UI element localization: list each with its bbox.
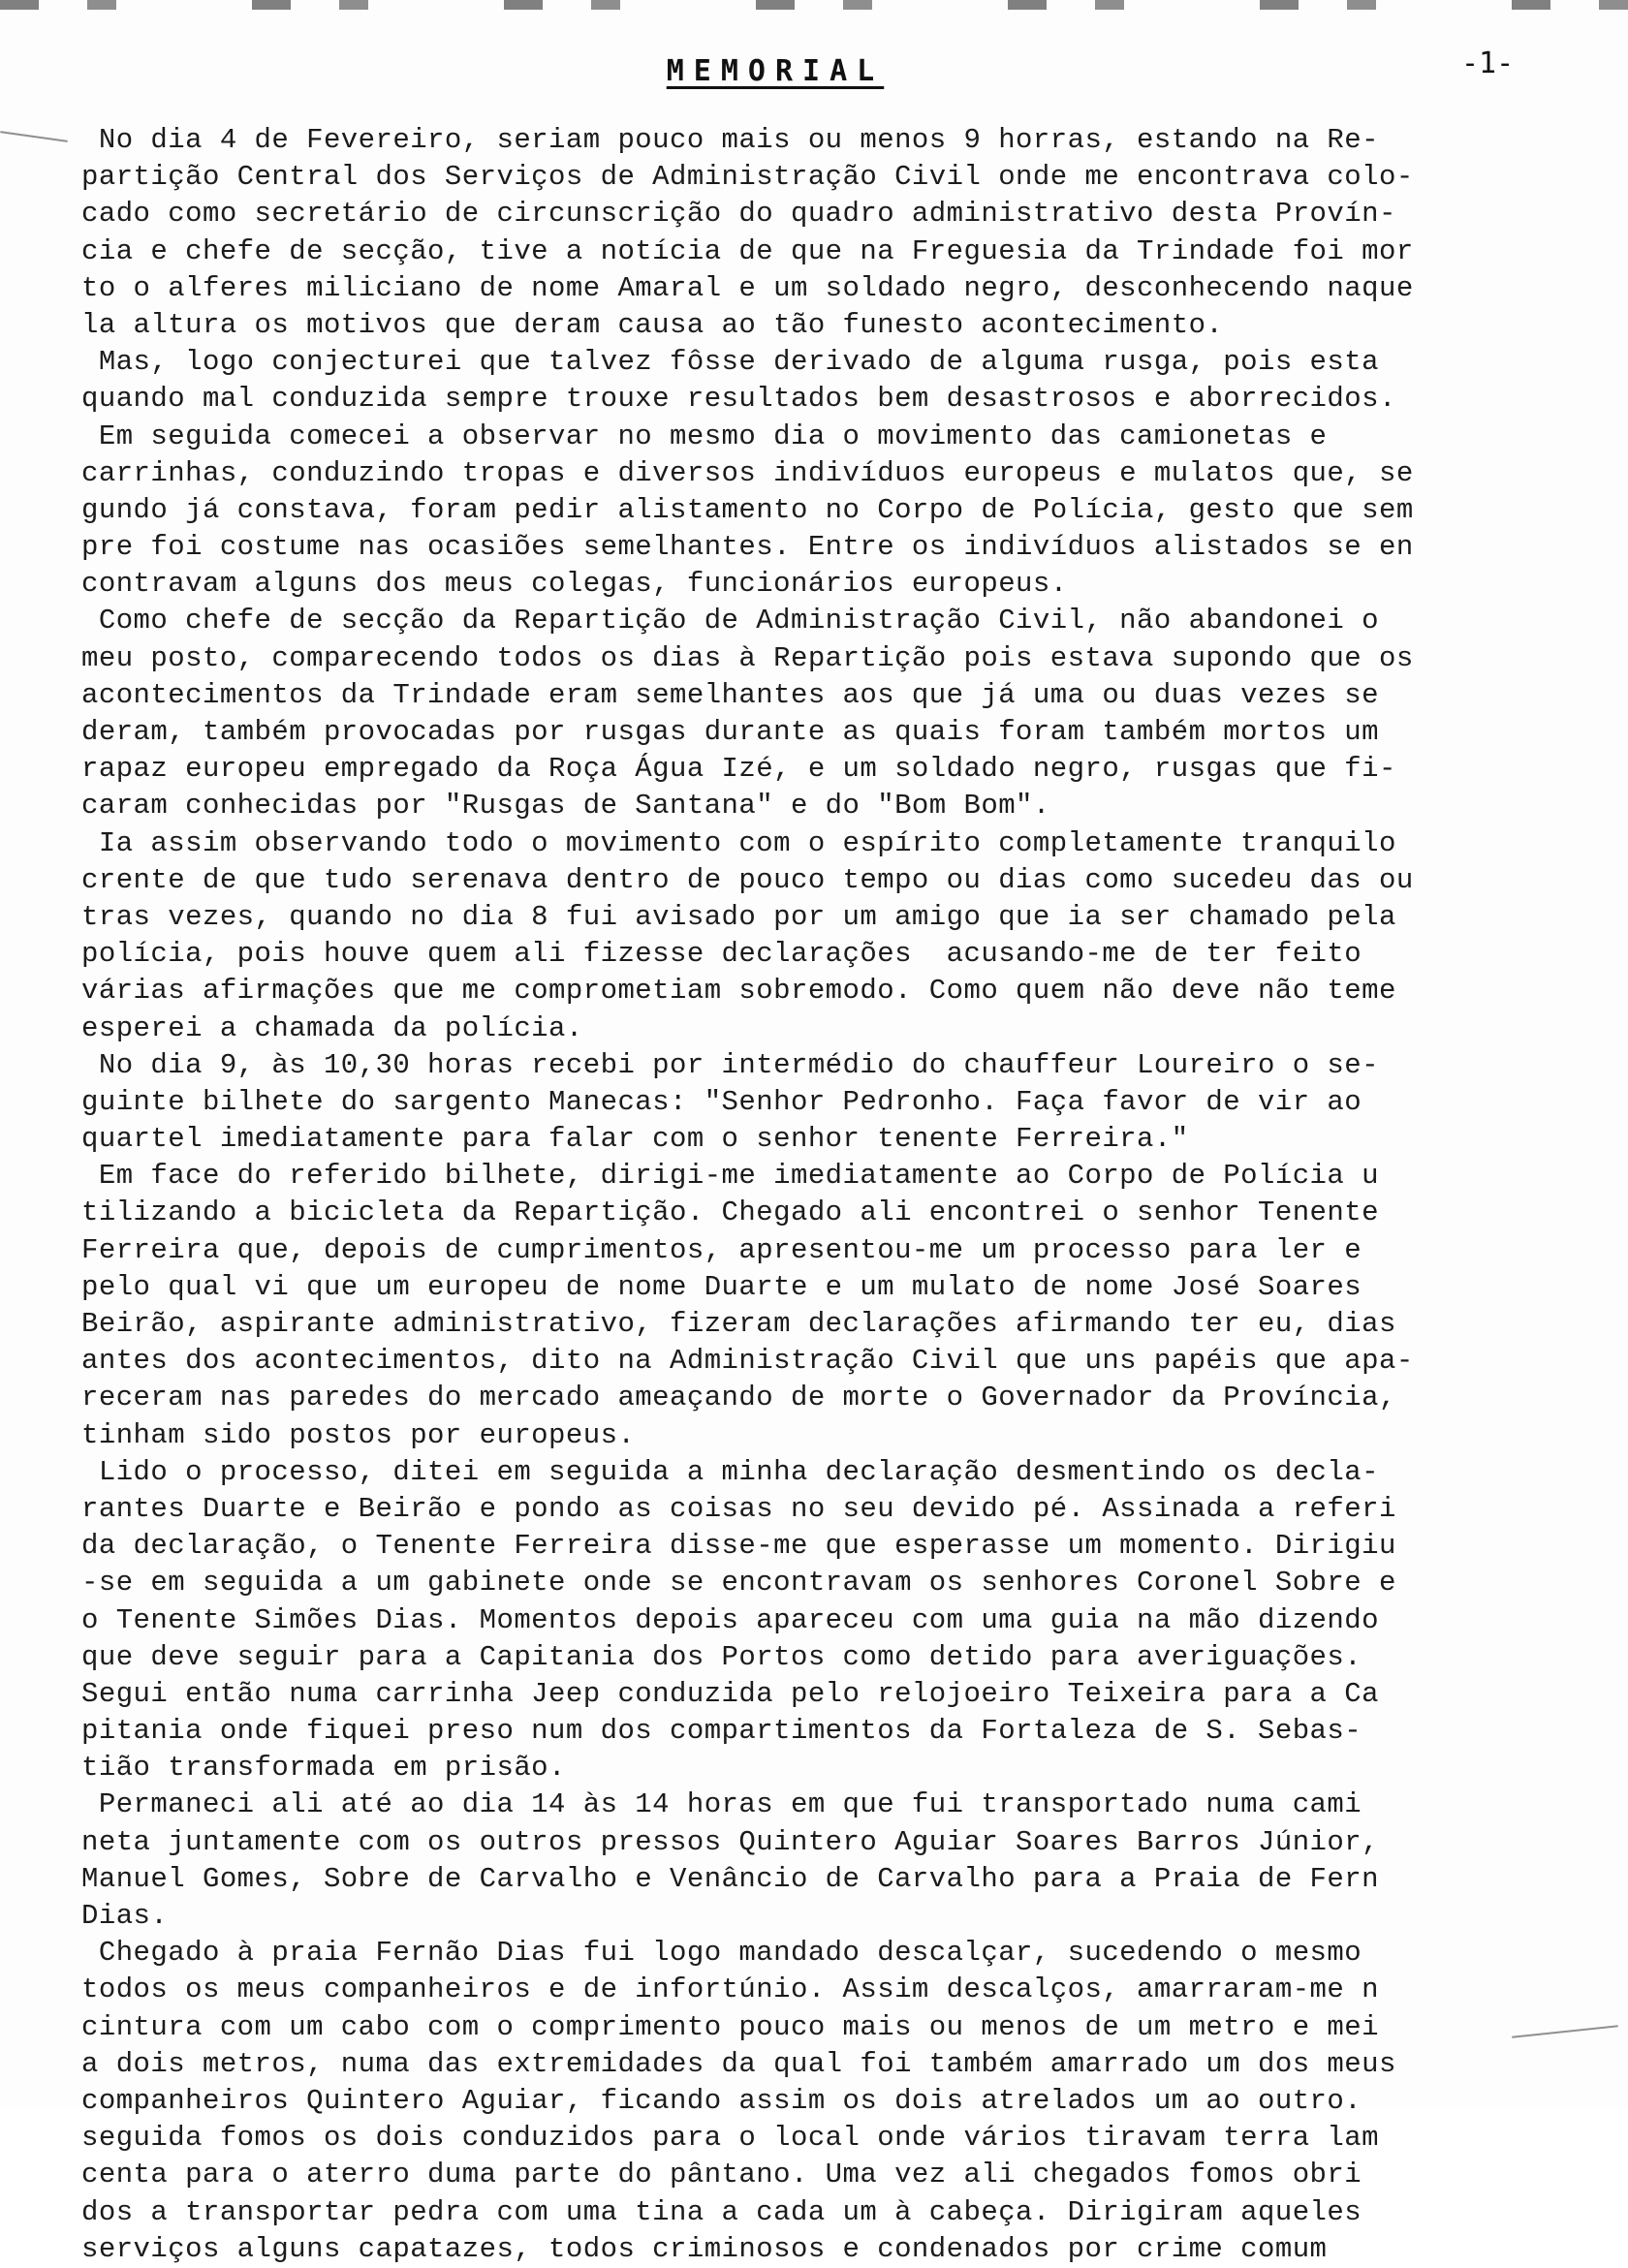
text-line: companheiros Quintero Aguiar, ficando assim os dois atrelados um ao outro. bbox=[81, 2084, 1362, 2117]
text-line: la altura os motivos que deram causa ao tão funesto acontecimento. bbox=[81, 308, 1224, 341]
text-line: Manuel Gomes, Sobre de Carvalho e Venâncio de Carvalho para a Praia de Fern bbox=[81, 1862, 1379, 1895]
text-line: pelo qual vi que um europeu de nome Duarte e um mulato de nome José Soares bbox=[81, 1270, 1362, 1303]
text-line: Permaneci ali até ao dia 14 às 14 horas em que fui transportado numa cami bbox=[81, 1788, 1362, 1821]
text-line: No dia 4 de Fevereiro, seriam pouco mais ou menos 9 horras, estando na Re- bbox=[81, 124, 1379, 156]
text-line: Em seguida comecei a observar no mesmo dia o movimento das camionetas e bbox=[81, 419, 1328, 452]
text-line: serviços alguns capatazes, todos criminosos e condenados por crime comum bbox=[81, 2232, 1328, 2265]
text-line: -se em seguida a um gabinete onde se encontravam os senhores Coronel Sobre e bbox=[81, 1567, 1396, 1600]
text-line: que deve seguir para a Capitania dos Portos como detido para averiguações. bbox=[81, 1640, 1362, 1673]
text-line: cia e chefe de secção, tive a notícia de que na Freguesia da Trindade foi mor bbox=[81, 234, 1414, 267]
document-title: MEMORIAL bbox=[666, 54, 885, 88]
text-line: da declaração, o Tenente Ferreira disse-me que esperasse um momento. Dirigiu bbox=[81, 1530, 1396, 1563]
text-line: Segui então numa carrinha Jeep conduzida pelo relojoeiro Teixeira para a Ca bbox=[81, 1677, 1379, 1710]
text-line: Mas, logo conjecturei que talvez fôsse derivado de alguma rusga, pois esta bbox=[81, 346, 1379, 379]
text-line: antes dos acontecimentos, dito na Administração Civil que uns papéis que apa- bbox=[81, 1345, 1414, 1378]
text-line: a dois metros, numa das extremidades da qual foi também amarrado um dos meus bbox=[81, 2047, 1396, 2080]
text-line: cado como secretário de circunscrição do quadro administrativo desta Provín- bbox=[81, 198, 1396, 231]
text-line: cintura com um cabo com o comprimento pouco mais ou menos de um metro e mei bbox=[81, 2010, 1379, 2043]
text-line: dos a transportar pedra com uma tina a cada um à cabeça. Dirigiram aqueles bbox=[81, 2195, 1362, 2228]
text-line: Em face do referido bilhete, dirigi-me imediatamente ao Corpo de Polícia u bbox=[81, 1160, 1379, 1193]
text-line: gundo já constava, foram pedir alistamento no Corpo de Polícia, gesto que sem bbox=[81, 493, 1414, 526]
text-line: todos os meus companheiros e de infortúnio. Assim descalços, amarraram-me n bbox=[81, 1973, 1379, 2006]
text-line: Lido o processo, ditei em seguida a minha declaração desmentindo os decla- bbox=[81, 1455, 1379, 1488]
text-line: Dias. bbox=[81, 1900, 169, 1932]
text-line: rapaz europeu empregado da Roça Água Izé, e um soldado negro, rusgas que fi- bbox=[81, 753, 1396, 786]
text-line: neta juntamente com os outros pressos Quintero Aguiar Soares Barros Júnior, bbox=[81, 1825, 1379, 1858]
text-line: seguida fomos os dois conduzidos para o local onde vários tiravam terra lam bbox=[81, 2122, 1379, 2155]
text-line: Chegado à praia Fernão Dias fui logo mandado descalçar, sucedendo o mesmo bbox=[81, 1937, 1362, 1970]
text-line: pre foi costume nas ocasiões semelhantes. Entre os indivíduos alistados se en bbox=[81, 531, 1414, 564]
text-line: tinham sido postos por europeus. bbox=[81, 1418, 636, 1451]
text-line: tilizando a bicicleta da Repartição. Chegado ali encontrei o senhor Tenente bbox=[81, 1196, 1379, 1229]
page-number: -1- bbox=[1461, 47, 1515, 80]
document-body bbox=[81, 122, 1589, 2268]
text-line: centa para o aterro duma parte do pântano. Uma vez ali chegados fomos obri bbox=[81, 2159, 1362, 2191]
text-line: partição Central dos Serviços de Administração Civil onde me encontrava colo- bbox=[81, 161, 1414, 194]
text-line: carrinhas, conduzindo tropas e diversos indivíduos europeus e mulatos que, se bbox=[81, 456, 1414, 489]
text-line: to o alferes miliciano de nome Amaral e um soldado negro, desconhecendo naque bbox=[81, 271, 1414, 304]
text-line: crente de que tudo serenava dentro de pouco tempo ou dias como sucedeu das ou bbox=[81, 863, 1414, 896]
text-line: meu posto, comparecendo todos os dias à Repartição pois estava supondo que os bbox=[81, 641, 1414, 674]
text-line: pitania onde fiquei preso num dos compartimentos da Fortaleza de S. Sebas- bbox=[81, 1715, 1362, 1748]
text-line: Beirão, aspirante administrativo, fizeram declarações afirmando ter eu, dias bbox=[81, 1308, 1396, 1340]
text-line: tras vezes, quando no dia 8 fui avisado por um amigo que ia ser chamado pela bbox=[81, 900, 1396, 933]
text-line: contravam alguns dos meus colegas, funcionários europeus. bbox=[81, 568, 1068, 601]
text-line: quando mal conduzida sempre trouxe resultados bem desastrosos e aborrecidos. bbox=[81, 383, 1396, 416]
scan-mark bbox=[0, 131, 68, 142]
text-line: acontecimentos da Trindade eram semelhantes aos que já uma ou duas vezes se bbox=[81, 678, 1379, 711]
text-line: Ia assim observando todo o movimento com o espírito completamente tranquilo bbox=[81, 826, 1396, 859]
text-line: polícia, pois houve quem ali fizesse declarações acusando-me de ter feito bbox=[81, 938, 1362, 971]
text-line: caram conhecidas por "Rusgas de Santana" e do "Bom Bom". bbox=[81, 790, 1050, 823]
text-line: Ferreira que, depois de cumprimentos, apresentou-me um processo para ler e bbox=[81, 1233, 1362, 1266]
text-line: quartel imediatamente para falar com o senhor tenente Ferreira." bbox=[81, 1123, 1189, 1156]
text-line: tião transformada em prisão. bbox=[81, 1752, 566, 1785]
text-line: rantes Duarte e Beirão e pondo as coisas no seu devido pé. Assinada a referi bbox=[81, 1492, 1396, 1525]
text-line: o Tenente Simões Dias. Momentos depois apareceu com uma guia na mão dizendo bbox=[81, 1603, 1379, 1636]
text-line: esperei a chamada da polícia. bbox=[81, 1011, 583, 1044]
text-line: várias afirmações que me comprometiam sobremodo. Como quem não deve não teme bbox=[81, 975, 1396, 1008]
text-line: deram, também provocadas por rusgas durante as quais foram também mortos um bbox=[81, 716, 1379, 748]
text-line: No dia 9, às 10,30 horas recebi por intermédio do chauffeur Loureiro o se- bbox=[81, 1048, 1379, 1081]
text-line: receram nas paredes do mercado ameaçando de morte o Governador da Província, bbox=[81, 1382, 1396, 1414]
text-line: Como chefe de secção da Repartição de Administração Civil, não abandonei o bbox=[81, 605, 1379, 637]
text-line: guinte bilhete do sargento Manecas: "Senhor Pedronho. Faça favor de vir ao bbox=[81, 1085, 1362, 1118]
scan-edge-smudge bbox=[0, 0, 1628, 10]
